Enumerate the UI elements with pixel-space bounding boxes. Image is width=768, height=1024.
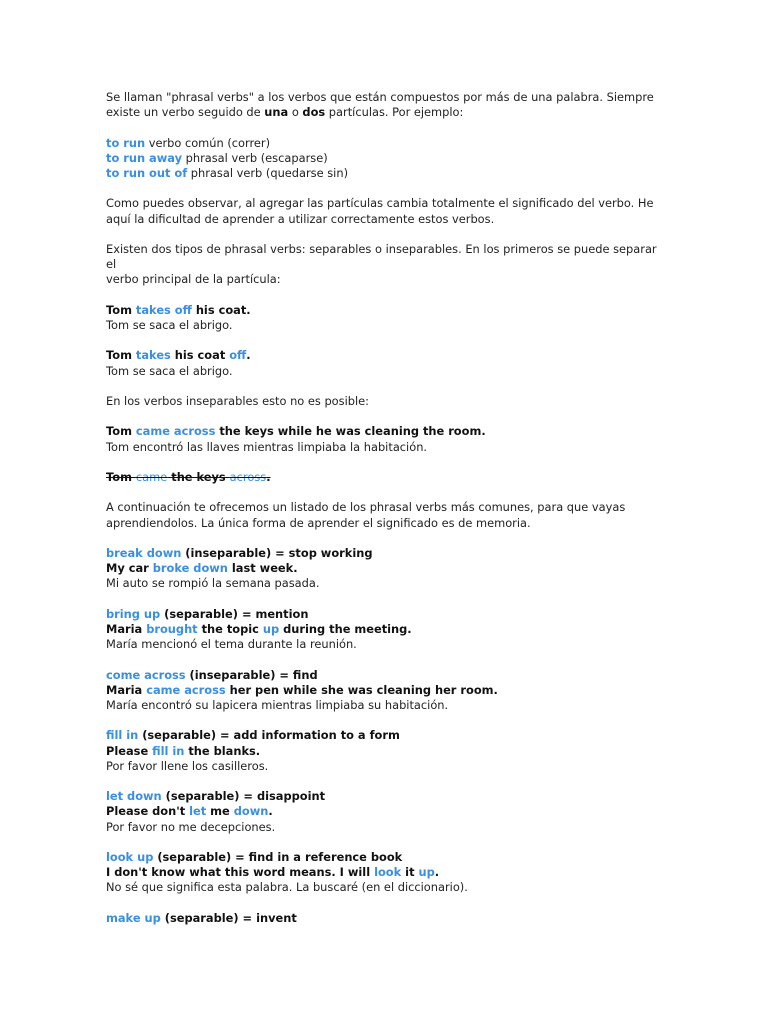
- translation: Por favor no me decepciones.: [106, 819, 276, 834]
- separable-example-2: [106, 348, 666, 378]
- sentence-text: Tom: [106, 348, 136, 363]
- intro-paragraph: [106, 90, 666, 120]
- phrasal-verb-list: [106, 531, 666, 926]
- sentence-text: Please don't: [106, 804, 190, 819]
- translation: Tom se saca el abrigo.: [106, 317, 233, 332]
- sentence-text: I don't know what this word means. I will: [106, 865, 375, 880]
- sentence-text: Maria: [106, 682, 147, 697]
- phrasal-verb-highlight: down: [233, 804, 269, 819]
- phrasal-verb-definition: (separable) = find in a reference book: [153, 849, 403, 864]
- paragraph-line: A continuación te ofrecemos un listado de los phrasal verbs más comunes, para que vayas: [106, 500, 626, 515]
- phrasal-verb-definition: (separable) = disappoint: [161, 789, 326, 804]
- sentence-text: his coat: [170, 348, 230, 363]
- sentence-text: Please: [106, 743, 153, 758]
- phrasal-verb-term: make up: [106, 910, 161, 925]
- inseparable-example: [106, 424, 666, 454]
- examples-list: [106, 136, 666, 182]
- phrasal-verb-definition: (separable) = mention: [160, 606, 309, 621]
- paragraph-list-intro: [106, 500, 666, 530]
- paragraph-line: aprendiendolos. La única forma de aprender el significado es de memoria.: [106, 515, 531, 530]
- phrasal-verb-highlight: up: [262, 621, 280, 636]
- phrasal-verb-highlight: up: [418, 865, 435, 880]
- translation: Por favor llene los casilleros.: [106, 758, 269, 773]
- phrasal-verb-term: come across: [106, 667, 186, 682]
- phrasal-verb-entry: [106, 728, 666, 774]
- phrasal-verb-highlight: look: [374, 865, 402, 880]
- example-term: to run away: [106, 150, 183, 165]
- phrasal-verb-entry: [106, 850, 666, 896]
- translation: María mencionó el tema durante la reunión.: [106, 637, 357, 652]
- phrasal-verb-highlight: across: [229, 469, 267, 484]
- paragraph-line: Como puedes observar, al agregar las partículas cambia totalmente el significado del verbo. He: [106, 196, 654, 211]
- phrasal-verb-highlight: came across: [146, 682, 226, 697]
- sentence-text: his coat.: [191, 302, 251, 317]
- phrasal-verb-term: look up: [106, 849, 154, 864]
- paragraph-line: Existen dos tipos de phrasal verbs: separables o inseparables. En los primeros se puede separar el: [106, 241, 657, 272]
- sentence-text: it: [401, 865, 419, 880]
- sentence-text: Tom: [106, 302, 136, 317]
- paragraph-types: [106, 242, 666, 288]
- example-term: to run: [106, 135, 146, 150]
- separable-example-1: [106, 303, 666, 333]
- sentence-text: during the meeting.: [279, 621, 412, 636]
- phrasal-verb-definition: (separable) = invent: [160, 910, 297, 925]
- intro-line-2-prefix: existe un verbo seguido de: [106, 105, 265, 120]
- paragraph-observation: [106, 196, 666, 226]
- sentence-text: last week.: [227, 561, 298, 576]
- example-desc: phrasal verb (escaparse): [182, 150, 328, 165]
- phrasal-verb-highlight: fill in: [152, 743, 185, 758]
- sentence-text: the topic: [197, 621, 263, 636]
- paragraph-line: aquí la dificultad de aprender a utilizar correctamente estos verbos.: [106, 211, 495, 226]
- phrasal-verb-entry: [106, 911, 666, 926]
- translation: María encontró su lapicera mientras limpiaba su habitación.: [106, 697, 449, 712]
- sentence-text: My car: [106, 561, 153, 576]
- phrasal-verb-highlight: came across: [135, 424, 216, 439]
- document-body: [106, 90, 666, 926]
- phrasal-verb-entry: [106, 668, 666, 714]
- phrasal-verb-highlight: let: [189, 804, 207, 819]
- translation: Tom se saca el abrigo.: [106, 363, 233, 378]
- phrasal-verb-highlight: takes off: [135, 302, 192, 317]
- strikethrough-sentence: [106, 470, 271, 484]
- intro-dos: dos: [302, 105, 326, 120]
- phrasal-verb-highlight: came: [135, 469, 168, 484]
- phrasal-verb-term: let down: [106, 789, 162, 804]
- intro-una: una: [264, 105, 289, 120]
- phrasal-verb-definition: (inseparable) = find: [185, 667, 318, 682]
- sentence-text: .: [268, 804, 273, 819]
- phrasal-verb-highlight: takes: [135, 348, 171, 363]
- phrasal-verb-term: bring up: [106, 606, 161, 621]
- phrasal-verb-term: fill in: [106, 728, 139, 743]
- example-desc: phrasal verb (quedarse sin): [187, 166, 349, 180]
- sentence-text: her pen while she was cleaning her room.: [225, 682, 498, 697]
- inseparable-wrong-example: [106, 470, 666, 485]
- phrasal-verb-entry: [106, 546, 666, 592]
- example-desc: verbo común (correr): [145, 135, 271, 150]
- phrasal-verb-definition: (inseparable) = stop working: [181, 545, 373, 560]
- paragraph-line: En los verbos inseparables esto no es posible:: [106, 393, 369, 408]
- sentence-text: the keys while he was cleaning the room.: [215, 424, 486, 439]
- intro-o: o: [288, 105, 303, 120]
- sentence-text: Tom: [106, 469, 136, 484]
- translation: No sé que significa esta palabra. La buscaré (en el diccionario).: [106, 880, 468, 895]
- phrasal-verb-highlight: off: [229, 348, 247, 363]
- translation: Mi auto se rompió la semana pasada.: [106, 576, 320, 591]
- sentence-text: .: [246, 348, 251, 363]
- translation: Tom encontró las llaves mientras limpiaba la habitación.: [106, 439, 428, 454]
- sentence-text: the keys: [167, 469, 230, 484]
- paragraph-line: verbo principal de la partícula:: [106, 272, 281, 287]
- phrasal-verb-entry: [106, 789, 666, 835]
- sentence-text: Tom: [106, 424, 136, 439]
- inseparable-intro: [106, 394, 666, 409]
- example-term: to run out of: [106, 166, 188, 180]
- sentence-text: me: [206, 804, 234, 819]
- intro-line-2-suffix: partículas. Por ejemplo:: [325, 105, 464, 120]
- phrasal-verb-highlight: broke down: [152, 561, 228, 576]
- phrasal-verb-highlight: brought: [146, 621, 198, 636]
- phrasal-verb-term: break down: [106, 545, 182, 560]
- sentence-text: the blanks.: [184, 743, 261, 758]
- sentence-text: .: [266, 469, 271, 484]
- phrasal-verb-entry: [106, 607, 666, 653]
- intro-line-1: Se llaman "phrasal verbs" a los verbos que están compuestos por más de una palabra. Siempre: [106, 90, 654, 104]
- phrasal-verb-definition: (separable) = add information to a form: [138, 728, 400, 743]
- sentence-text: .: [434, 865, 440, 880]
- sentence-text: Maria: [106, 621, 147, 636]
